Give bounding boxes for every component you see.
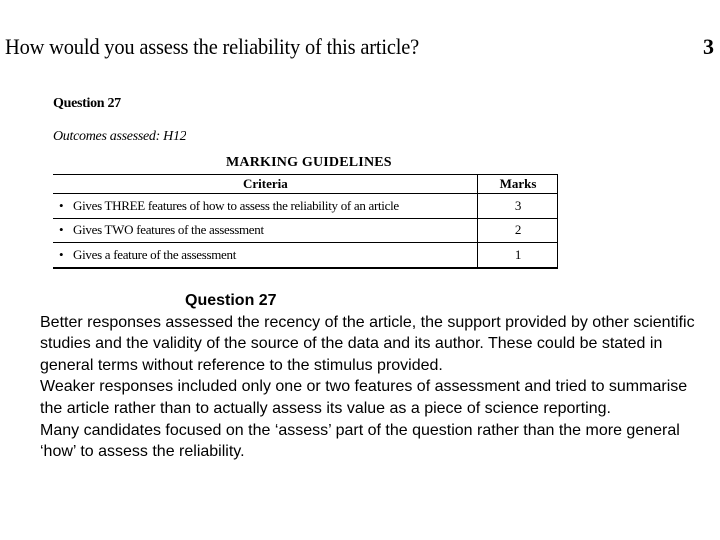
marking-guidelines-table — [53, 174, 558, 269]
marks-column-header: Marks — [478, 175, 559, 194]
marker-comments — [40, 290, 700, 463]
table-row — [53, 194, 558, 219]
criteria-text: Gives THREE features of how to assess the reliability of an article — [73, 197, 399, 213]
criteria-text: Gives a feature of the assessment — [73, 247, 237, 263]
bullet-icon: • — [59, 247, 64, 263]
marks-cell: 2 — [478, 218, 559, 243]
criteria-column-header: Criteria — [53, 175, 478, 194]
criteria-cell — [53, 218, 478, 243]
question-text: How would you assess the reliability of this article? — [5, 34, 420, 59]
comment-paragraph: Many candidates focused on the ‘assess’ part of the question rather than the more general ‘how’ to assess the reliability. — [40, 421, 680, 461]
comment-paragraph: Weaker responses included only one or two features of assessment and tried to summarise the article rather than to actually assess its value as a piece of science reporting. — [40, 378, 688, 417]
criteria-cell — [53, 194, 478, 219]
outcomes-assessed: Outcomes assessed: H12 — [53, 129, 187, 142]
comment-paragraph: Better responses assessed the recency of the article, the support provided by other scientific studies and the validity of the source of the data and its author. These could be stated in general terms without reference to the stimulus provided. — [40, 313, 695, 374]
bullet-icon: • — [59, 222, 64, 238]
marking-guidelines-title: MARKING GUIDELINES — [226, 155, 392, 170]
marks-cell: 1 — [478, 243, 559, 268]
comments-heading: Question 27 — [185, 292, 277, 309]
question-marks: 3 — [703, 34, 714, 59]
table-right-border — [557, 174, 558, 269]
guidelines-question-label: Question 27 — [53, 96, 121, 111]
marks-cell: 3 — [478, 194, 559, 219]
table-header-row — [53, 175, 558, 194]
table-row — [53, 243, 558, 268]
criteria-cell — [53, 243, 478, 268]
bullet-icon: • — [59, 197, 64, 213]
table-row — [53, 218, 558, 243]
criteria-text: Gives TWO features of the assessment — [73, 222, 264, 238]
